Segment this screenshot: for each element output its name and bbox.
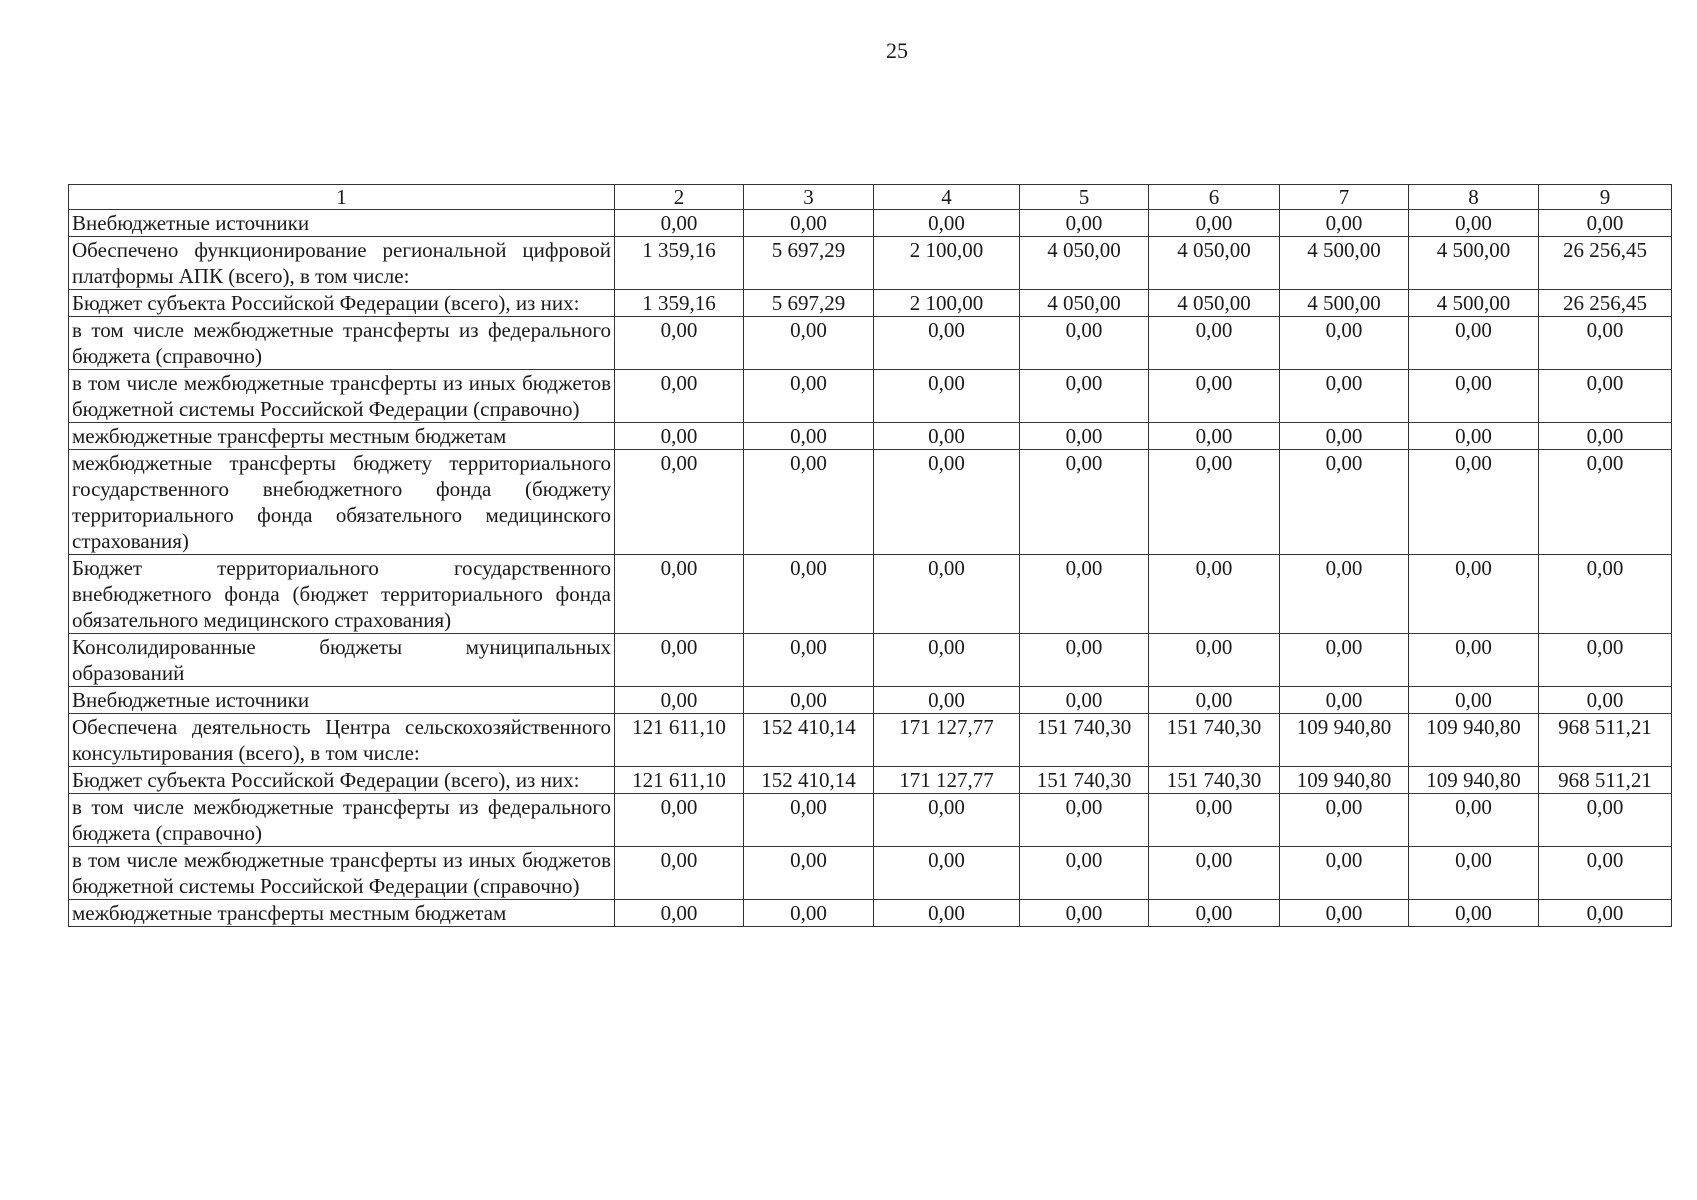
column-header: 9 <box>1539 185 1672 210</box>
value-cell: 0,00 <box>1149 687 1280 714</box>
page-number: 25 <box>886 38 908 63</box>
value-cell: 0,00 <box>874 794 1020 847</box>
row-label: Бюджет территориального государственного внебюджетного фонда (бюджет территориального фонда обязательного медицинского страхования) <box>69 555 615 634</box>
value-cell: 0,00 <box>1280 847 1409 900</box>
value-cell: 4 050,00 <box>1020 237 1149 290</box>
value-cell: 0,00 <box>1409 634 1539 687</box>
value-cell: 0,00 <box>744 687 874 714</box>
value-cell: 0,00 <box>1539 317 1672 370</box>
value-cell: 0,00 <box>1280 687 1409 714</box>
value-cell: 0,00 <box>1280 555 1409 634</box>
value-cell: 0,00 <box>874 555 1020 634</box>
row-label: в том числе межбюджетные трансферты из федерального бюджета (справочно) <box>69 317 615 370</box>
value-cell: 0,00 <box>1409 450 1539 555</box>
table-header-row <box>69 185 1672 210</box>
table-row <box>69 687 1672 714</box>
value-cell: 0,00 <box>1539 370 1672 423</box>
row-label: Внебюджетные источники <box>69 210 615 237</box>
budget-table <box>68 184 1672 927</box>
value-cell: 121 611,10 <box>615 767 744 794</box>
row-label: Внебюджетные источники <box>69 687 615 714</box>
table-row <box>69 714 1672 767</box>
value-cell: 151 740,30 <box>1020 767 1149 794</box>
table-row <box>69 794 1672 847</box>
value-cell: 4 500,00 <box>1280 237 1409 290</box>
value-cell: 0,00 <box>1539 423 1672 450</box>
row-label: межбюджетные трансферты бюджету территориального государственного внебюджетного фонда (бюджету территориального фонда обязательного медицинского страхования) <box>69 450 615 555</box>
table-row <box>69 370 1672 423</box>
table-row <box>69 767 1672 794</box>
value-cell: 0,00 <box>1149 210 1280 237</box>
value-cell: 0,00 <box>874 423 1020 450</box>
value-cell: 0,00 <box>1409 317 1539 370</box>
table-row <box>69 290 1672 317</box>
value-cell: 0,00 <box>1149 634 1280 687</box>
column-header: 5 <box>1020 185 1149 210</box>
value-cell: 171 127,77 <box>874 714 1020 767</box>
value-cell: 0,00 <box>1280 317 1409 370</box>
value-cell: 0,00 <box>615 317 744 370</box>
value-cell: 0,00 <box>615 370 744 423</box>
value-cell: 0,00 <box>1539 450 1672 555</box>
value-cell: 4 500,00 <box>1280 290 1409 317</box>
column-header: 8 <box>1409 185 1539 210</box>
value-cell: 0,00 <box>1149 555 1280 634</box>
value-cell: 0,00 <box>1149 847 1280 900</box>
value-cell: 26 256,45 <box>1539 237 1672 290</box>
value-cell: 0,00 <box>1409 794 1539 847</box>
value-cell: 0,00 <box>1280 370 1409 423</box>
value-cell: 0,00 <box>744 370 874 423</box>
value-cell: 0,00 <box>1409 900 1539 927</box>
value-cell: 0,00 <box>1409 555 1539 634</box>
table-row <box>69 210 1672 237</box>
value-cell: 0,00 <box>1020 450 1149 555</box>
value-cell: 5 697,29 <box>744 290 874 317</box>
table-row <box>69 450 1672 555</box>
value-cell: 0,00 <box>1539 900 1672 927</box>
value-cell: 0,00 <box>615 450 744 555</box>
value-cell: 0,00 <box>744 555 874 634</box>
value-cell: 151 740,30 <box>1020 714 1149 767</box>
value-cell: 5 697,29 <box>744 237 874 290</box>
value-cell: 0,00 <box>615 900 744 927</box>
value-cell: 0,00 <box>1020 900 1149 927</box>
value-cell: 0,00 <box>1149 370 1280 423</box>
value-cell: 0,00 <box>1280 450 1409 555</box>
value-cell: 0,00 <box>744 794 874 847</box>
value-cell: 0,00 <box>744 317 874 370</box>
value-cell: 0,00 <box>1409 210 1539 237</box>
value-cell: 2 100,00 <box>874 237 1020 290</box>
value-cell: 0,00 <box>1149 900 1280 927</box>
value-cell: 171 127,77 <box>874 767 1020 794</box>
value-cell: 0,00 <box>744 210 874 237</box>
value-cell: 109 940,80 <box>1409 714 1539 767</box>
value-cell: 0,00 <box>615 687 744 714</box>
value-cell: 4 050,00 <box>1020 290 1149 317</box>
value-cell: 4 050,00 <box>1149 237 1280 290</box>
value-cell: 0,00 <box>615 555 744 634</box>
value-cell: 109 940,80 <box>1280 714 1409 767</box>
value-cell: 0,00 <box>1409 370 1539 423</box>
value-cell: 0,00 <box>1020 555 1149 634</box>
row-label: в том числе межбюджетные трансферты из иных бюджетов бюджетной системы Российской Федерации (справочно) <box>69 847 615 900</box>
value-cell: 0,00 <box>874 687 1020 714</box>
value-cell: 1 359,16 <box>615 290 744 317</box>
column-header: 2 <box>615 185 744 210</box>
value-cell: 0,00 <box>744 847 874 900</box>
value-cell: 0,00 <box>1149 317 1280 370</box>
value-cell: 0,00 <box>1020 687 1149 714</box>
value-cell: 0,00 <box>1280 423 1409 450</box>
value-cell: 0,00 <box>744 634 874 687</box>
value-cell: 0,00 <box>1020 317 1149 370</box>
value-cell: 0,00 <box>1409 847 1539 900</box>
value-cell: 968 511,21 <box>1539 767 1672 794</box>
value-cell: 0,00 <box>615 423 744 450</box>
column-header: 3 <box>744 185 874 210</box>
value-cell: 0,00 <box>874 900 1020 927</box>
value-cell: 0,00 <box>744 450 874 555</box>
value-cell: 0,00 <box>1539 634 1672 687</box>
value-cell: 0,00 <box>1539 210 1672 237</box>
value-cell: 152 410,14 <box>744 767 874 794</box>
column-header: 1 <box>69 185 615 210</box>
table-row <box>69 634 1672 687</box>
value-cell: 0,00 <box>615 210 744 237</box>
value-cell: 0,00 <box>1539 794 1672 847</box>
value-cell: 0,00 <box>615 847 744 900</box>
value-cell: 2 100,00 <box>874 290 1020 317</box>
row-label: Обеспечена деятельность Центра сельскохозяйственного консультирования (всего), в том числе: <box>69 714 615 767</box>
value-cell: 0,00 <box>1280 210 1409 237</box>
value-cell: 0,00 <box>874 634 1020 687</box>
value-cell: 0,00 <box>1020 210 1149 237</box>
table-row <box>69 237 1672 290</box>
value-cell: 0,00 <box>1539 687 1672 714</box>
value-cell: 0,00 <box>874 450 1020 555</box>
value-cell: 109 940,80 <box>1409 767 1539 794</box>
table-row <box>69 900 1672 927</box>
value-cell: 0,00 <box>874 370 1020 423</box>
row-label: в том числе межбюджетные трансферты из федерального бюджета (справочно) <box>69 794 615 847</box>
value-cell: 0,00 <box>1280 900 1409 927</box>
row-label: межбюджетные трансферты местным бюджетам <box>69 423 615 450</box>
value-cell: 0,00 <box>1149 794 1280 847</box>
value-cell: 0,00 <box>744 900 874 927</box>
column-header: 7 <box>1280 185 1409 210</box>
value-cell: 0,00 <box>874 847 1020 900</box>
value-cell: 151 740,30 <box>1149 767 1280 794</box>
table-row <box>69 423 1672 450</box>
value-cell: 0,00 <box>1539 555 1672 634</box>
table-row <box>69 555 1672 634</box>
value-cell: 0,00 <box>1020 634 1149 687</box>
table-row <box>69 847 1672 900</box>
value-cell: 968 511,21 <box>1539 714 1672 767</box>
value-cell: 0,00 <box>615 634 744 687</box>
row-label: Обеспечено функционирование региональной цифровой платформы АПК (всего), в том числе: <box>69 237 615 290</box>
value-cell: 0,00 <box>1409 687 1539 714</box>
value-cell: 0,00 <box>615 794 744 847</box>
column-header: 4 <box>874 185 1020 210</box>
value-cell: 121 611,10 <box>615 714 744 767</box>
value-cell: 1 359,16 <box>615 237 744 290</box>
value-cell: 0,00 <box>1539 847 1672 900</box>
row-label: Бюджет субъекта Российской Федерации (всего), из них: <box>69 290 615 317</box>
row-label: межбюджетные трансферты местным бюджетам <box>69 900 615 927</box>
value-cell: 0,00 <box>1020 423 1149 450</box>
value-cell: 0,00 <box>1149 423 1280 450</box>
value-cell: 0,00 <box>744 423 874 450</box>
value-cell: 0,00 <box>1409 423 1539 450</box>
value-cell: 0,00 <box>1280 634 1409 687</box>
value-cell: 4 500,00 <box>1409 290 1539 317</box>
column-header: 6 <box>1149 185 1280 210</box>
value-cell: 4 050,00 <box>1149 290 1280 317</box>
row-label: в том числе межбюджетные трансферты из иных бюджетов бюджетной системы Российской Федерации (справочно) <box>69 370 615 423</box>
value-cell: 0,00 <box>874 317 1020 370</box>
value-cell: 0,00 <box>1280 794 1409 847</box>
value-cell: 0,00 <box>874 210 1020 237</box>
value-cell: 0,00 <box>1020 847 1149 900</box>
row-label: Бюджет субъекта Российской Федерации (всего), из них: <box>69 767 615 794</box>
value-cell: 151 740,30 <box>1149 714 1280 767</box>
row-label: Консолидированные бюджеты муниципальных образований <box>69 634 615 687</box>
value-cell: 4 500,00 <box>1409 237 1539 290</box>
value-cell: 0,00 <box>1020 794 1149 847</box>
value-cell: 109 940,80 <box>1280 767 1409 794</box>
table-row <box>69 317 1672 370</box>
value-cell: 0,00 <box>1020 370 1149 423</box>
value-cell: 26 256,45 <box>1539 290 1672 317</box>
value-cell: 0,00 <box>1149 450 1280 555</box>
value-cell: 152 410,14 <box>744 714 874 767</box>
